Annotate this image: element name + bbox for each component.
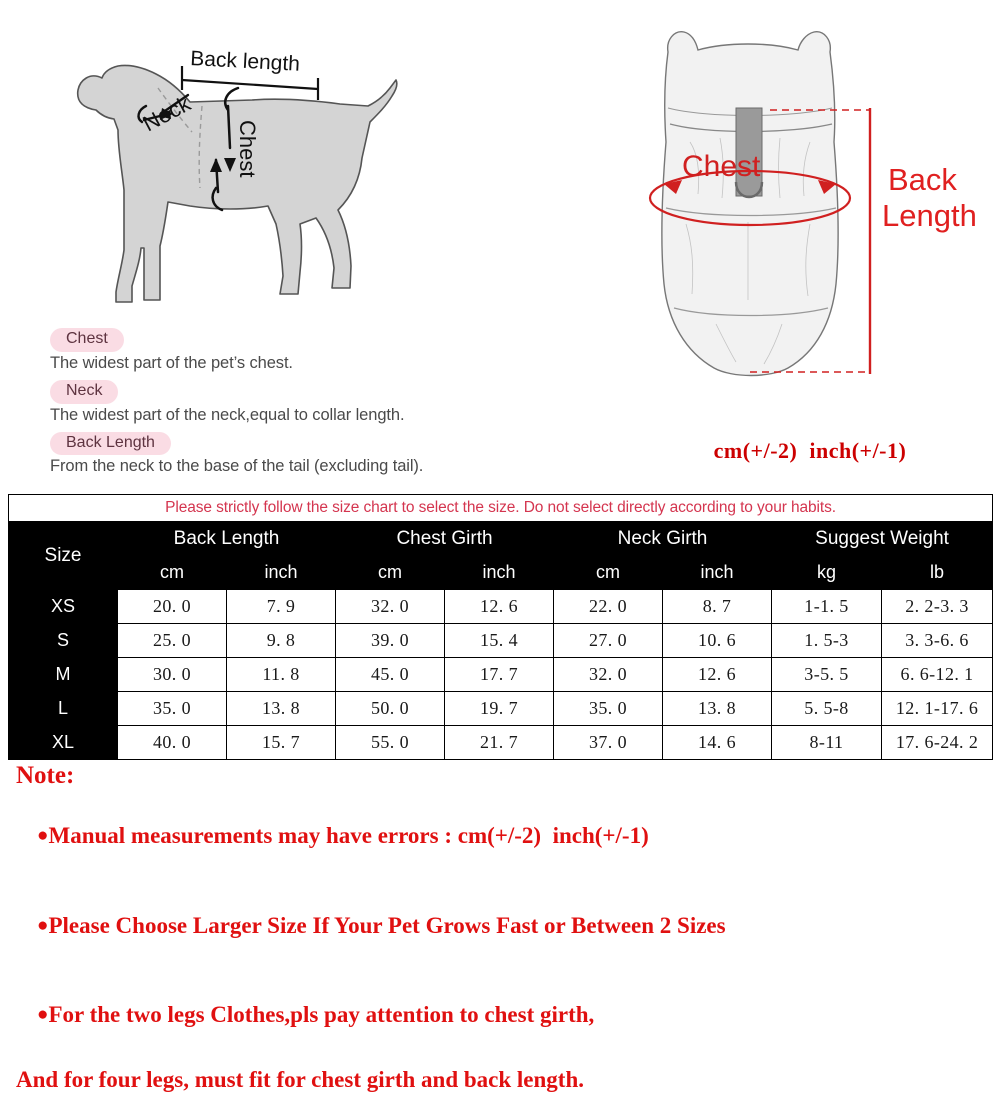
cell-size: L [9, 692, 118, 726]
cell-weight-kg: 8-11 [772, 726, 882, 760]
dog-neck-label: Neck [138, 90, 195, 137]
measurement-definitions [50, 328, 570, 483]
cell-neck-cm: 27. 0 [554, 624, 663, 658]
notes-title: Note: [16, 762, 75, 789]
definition-badge-chest: Chest [50, 328, 124, 352]
cell-back-length-inch: 9. 8 [227, 624, 336, 658]
definition-badge-back-length: Back Length [50, 432, 171, 456]
vest-back-length-label-line1: Back [888, 162, 957, 197]
header-suggest-weight: Suggest Weight [772, 522, 993, 556]
bullet-icon: ● [37, 914, 49, 936]
header-unit-weight-kg: kg [772, 556, 882, 590]
bullet-icon: ● [37, 1003, 49, 1025]
vest-back-length-label-line2: Length [882, 198, 977, 233]
cell-back-length-inch: 11. 8 [227, 658, 336, 692]
cell-weight-lb: 17. 6-24. 2 [882, 726, 993, 760]
cell-weight-lb: 12. 1-17. 6 [882, 692, 993, 726]
cell-size: XS [9, 590, 118, 624]
size-chart-banner: Please strictly follow the size chart to select the size. Do not select directly according to your habits. [9, 495, 993, 522]
note-item [14, 800, 984, 872]
cell-chest-cm: 50. 0 [336, 692, 445, 726]
cell-back-length-cm: 30. 0 [118, 658, 227, 692]
cell-neck-cm: 32. 0 [554, 658, 663, 692]
table-row [9, 590, 993, 624]
note-item [14, 889, 984, 961]
dog-chest-label: Chest [235, 120, 260, 178]
definition-text-neck: The widest part of the neck,equal to collar length. [50, 405, 405, 424]
header-size: Size [9, 522, 118, 590]
cell-chest-cm: 55. 0 [336, 726, 445, 760]
cell-back-length-inch: 15. 7 [227, 726, 336, 760]
vest-chest-label: Chest [682, 150, 761, 183]
cell-chest-cm: 45. 0 [336, 658, 445, 692]
header-unit-chest-inch: inch [445, 556, 554, 590]
cell-weight-lb: 6. 6-12. 1 [882, 658, 993, 692]
cell-back-length-cm: 25. 0 [118, 624, 227, 658]
cell-chest-cm: 32. 0 [336, 590, 445, 624]
cell-size: S [9, 624, 118, 658]
definition-text-chest: The widest part of the pet’s chest. [50, 353, 293, 372]
cell-chest-inch: 21. 7 [445, 726, 554, 760]
cell-chest-inch: 19. 7 [445, 692, 554, 726]
cell-chest-cm: 39. 0 [336, 624, 445, 658]
table-row [9, 692, 993, 726]
cell-back-length-inch: 13. 8 [227, 692, 336, 726]
cell-neck-inch: 13. 8 [663, 692, 772, 726]
cell-chest-inch: 12. 6 [445, 590, 554, 624]
cell-chest-inch: 15. 4 [445, 624, 554, 658]
bullet-icon: ● [37, 825, 49, 847]
header-neck-girth: Neck Girth [554, 522, 772, 556]
cell-neck-cm: 22. 0 [554, 590, 663, 624]
note-continuation: And for four legs, must fit for chest girth and back length. [16, 1067, 584, 1093]
cell-neck-inch: 10. 6 [663, 624, 772, 658]
table-row [9, 624, 993, 658]
tolerance-note: cm(+/-2) inch(+/-1) [713, 438, 907, 463]
header-unit-back-length-cm: cm [118, 556, 227, 590]
cell-size: XL [9, 726, 118, 760]
cell-weight-kg: 3-5. 5 [772, 658, 882, 692]
cell-weight-kg: 5. 5-8 [772, 692, 882, 726]
header-unit-weight-lb: lb [882, 556, 993, 590]
table-row [9, 726, 993, 760]
cell-neck-inch: 14. 6 [663, 726, 772, 760]
table-row [9, 658, 993, 692]
cell-back-length-cm: 40. 0 [118, 726, 227, 760]
cell-chest-inch: 17. 7 [445, 658, 554, 692]
vest-measurement-diagram [620, 12, 1000, 412]
note-item-text: Manual measurements may have errors : cm(+/-2) inch(+/-1) [48, 823, 649, 849]
cell-back-length-cm: 20. 0 [118, 590, 227, 624]
cell-neck-inch: 8. 7 [663, 590, 772, 624]
cell-weight-lb: 3. 3-6. 6 [882, 624, 993, 658]
cell-neck-cm: 37. 0 [554, 726, 663, 760]
definition-neck [50, 380, 570, 425]
table-banner-row [9, 495, 993, 522]
header-unit-neck-inch: inch [663, 556, 772, 590]
header-unit-neck-cm: cm [554, 556, 663, 590]
definition-chest [50, 328, 570, 373]
table-unit-header-row [9, 556, 993, 590]
note-item-text: Please Choose Larger Size If Your Pet Grows Fast or Between 2 Sizes [48, 912, 726, 938]
header-chest-girth: Chest Girth [336, 522, 554, 556]
definition-back-length [50, 432, 570, 477]
header-unit-back-length-inch: inch [227, 556, 336, 590]
note-item [14, 979, 984, 1051]
size-chart-table [8, 494, 993, 760]
notes-section [14, 758, 984, 1109]
table-group-header-row [9, 522, 993, 556]
header-back-length: Back Length [118, 522, 336, 556]
cell-neck-cm: 35. 0 [554, 692, 663, 726]
cell-weight-kg: 1. 5-3 [772, 624, 882, 658]
dog-measurement-diagram [40, 10, 430, 320]
cell-back-length-inch: 7. 9 [227, 590, 336, 624]
definition-badge-neck: Neck [50, 380, 118, 404]
dog-back-length-label: Back length [189, 47, 301, 76]
definition-text-back-length: From the neck to the base of the tail (excluding tail). [50, 457, 424, 476]
cell-back-length-cm: 35. 0 [118, 692, 227, 726]
cell-size: M [9, 658, 118, 692]
header-unit-chest-cm: cm [336, 556, 445, 590]
cell-weight-kg: 1-1. 5 [772, 590, 882, 624]
note-item-text: For the two legs Clothes,pls pay attention to chest girth, [48, 1001, 595, 1027]
cell-neck-inch: 12. 6 [663, 658, 772, 692]
cell-weight-lb: 2. 2-3. 3 [882, 590, 993, 624]
